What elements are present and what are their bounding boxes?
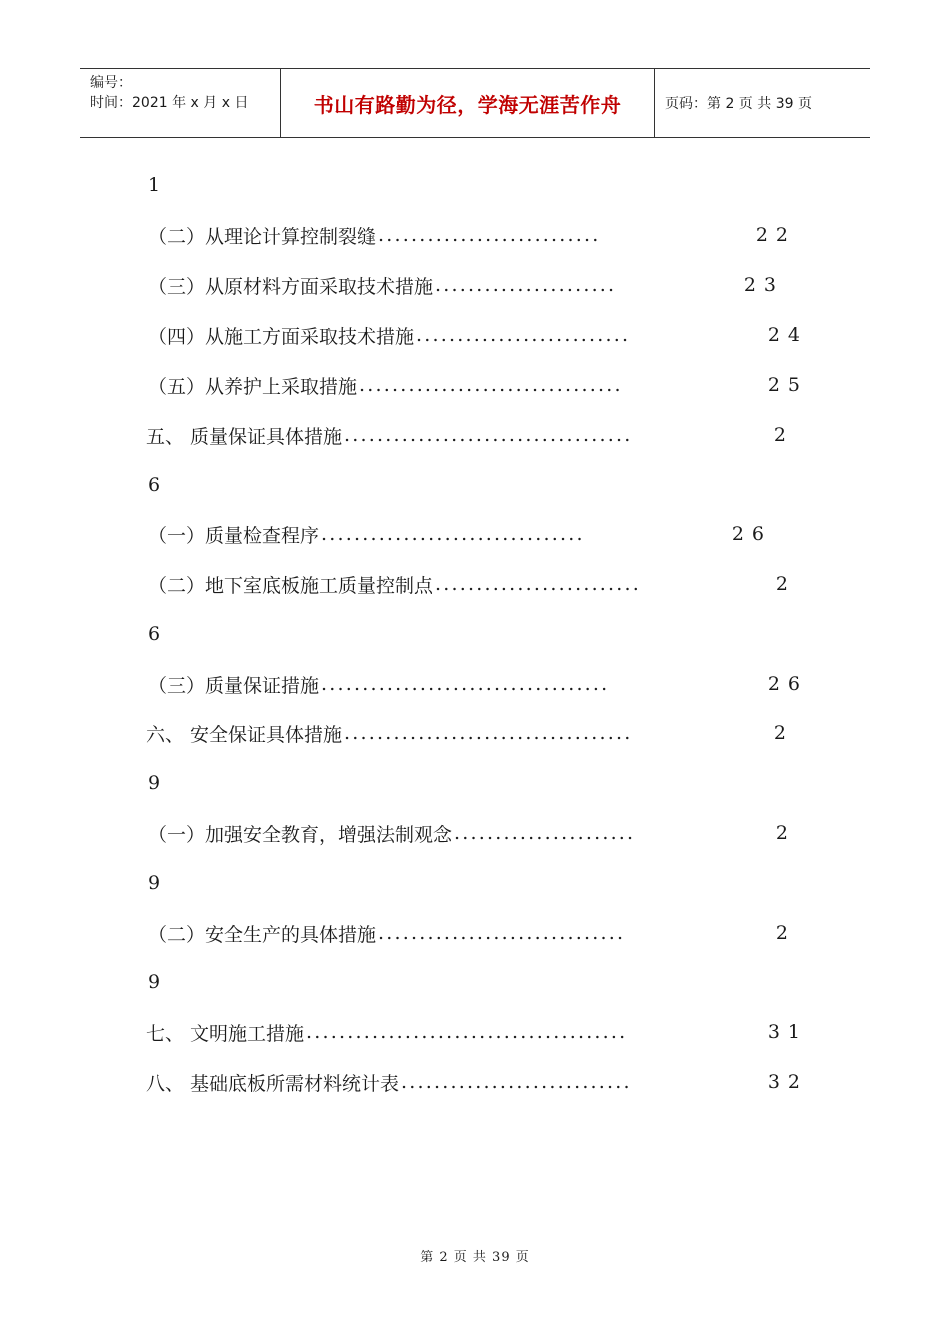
toc-entry-text: 1 <box>148 174 161 196</box>
toc-leader: ......................... <box>435 573 642 595</box>
toc-entry[interactable] <box>148 270 784 300</box>
toc-entry-text: 6 <box>148 623 161 645</box>
toc-page-number: 2 <box>775 573 796 595</box>
header-motto: 书山有路勤为径，学海无涯苦作舟 <box>313 92 622 117</box>
toc-leader: ................................... <box>321 673 610 695</box>
toc-leader: .............................. <box>378 922 626 944</box>
toc-leader: .......................... <box>416 324 631 346</box>
toc-entry-text: 9 <box>148 872 161 894</box>
toc-entry[interactable] <box>148 569 796 599</box>
toc-entry-text: 五、 质量保证具体措施 <box>146 425 343 448</box>
toc-entry-text: （四）从施工方面采取技术措施 <box>148 325 415 348</box>
toc-entry[interactable] <box>148 220 796 250</box>
toc-entry <box>148 470 788 500</box>
toc-entry[interactable] <box>146 1067 808 1097</box>
toc-entry[interactable] <box>146 420 794 450</box>
toc-entry <box>148 768 788 798</box>
toc-page-number: 32 <box>767 1071 808 1093</box>
document-number-label: 编号： <box>90 75 132 91</box>
header-page-info: 页码：第 2 页 共 39 页 <box>665 96 812 112</box>
toc-page-number: 26 <box>731 523 772 545</box>
toc-leader: ....................................... <box>306 1021 628 1043</box>
toc-entry-text: （三）质量保证措施 <box>148 674 320 697</box>
toc-entry[interactable] <box>146 718 794 748</box>
toc-entry-text: 9 <box>148 971 161 993</box>
toc-leader: ........................... <box>378 224 601 246</box>
toc-entry[interactable] <box>148 320 808 350</box>
toc-page-number: 2 <box>775 922 796 944</box>
toc-page-number: 2 <box>773 424 794 446</box>
toc-entry-text: 9 <box>148 772 161 794</box>
toc-entry-text: 七、 文明施工措施 <box>146 1022 305 1045</box>
toc-page-number: 31 <box>767 1021 808 1043</box>
document-time-label: 时间：2021 年 x 月 x 日 <box>90 95 249 111</box>
toc-entry[interactable] <box>148 818 796 848</box>
toc-leader: ...................... <box>435 274 617 296</box>
toc-page-number: 26 <box>767 673 808 695</box>
toc-entry <box>148 967 788 997</box>
toc-entry[interactable] <box>146 1017 808 1047</box>
toc-entry-text: （五）从养护上采取措施 <box>148 375 358 398</box>
toc-leader: ................................ <box>359 374 623 396</box>
toc-entry-text: （二）安全生产的具体措施 <box>148 923 377 946</box>
toc-page-number: 25 <box>767 374 808 396</box>
toc-page-number: 2 <box>775 822 796 844</box>
toc-leader: ................................ <box>321 523 585 545</box>
toc-entry[interactable] <box>148 918 796 948</box>
toc-page-number: 23 <box>743 274 784 296</box>
toc-entry-text: 六、 安全保证具体措施 <box>146 723 343 746</box>
toc-entry[interactable] <box>148 669 808 699</box>
toc-entry-text: （二）从理论计算控制裂缝 <box>148 225 377 248</box>
toc-entry-text: （二）地下室底板施工质量控制点 <box>148 574 434 597</box>
toc-entry[interactable] <box>148 519 772 549</box>
toc-entry <box>148 170 788 200</box>
toc-page-number: 24 <box>767 324 808 346</box>
toc-page-number: 22 <box>755 224 796 246</box>
toc-entry <box>148 619 788 649</box>
toc-entry <box>148 868 788 898</box>
page-footer: 第 2 页 共 39 页 <box>420 1250 530 1265</box>
toc-leader: ................................... <box>344 722 633 744</box>
toc-page-number: 2 <box>773 722 794 744</box>
toc-leader: ................................... <box>344 424 633 446</box>
toc-entry-text: 八、 基础底板所需材料统计表 <box>146 1072 400 1095</box>
toc-entry-text: 6 <box>148 474 161 496</box>
toc-leader: ...................... <box>454 822 636 844</box>
toc-leader: ............................ <box>401 1071 632 1093</box>
toc-entry-text: （一）质量检查程序 <box>148 524 320 547</box>
toc-entry-text: （一）加强安全教育，增强法制观念 <box>148 823 453 846</box>
toc-entry[interactable] <box>148 370 808 400</box>
toc-entry-text: （三）从原材料方面采取技术措施 <box>148 275 434 298</box>
